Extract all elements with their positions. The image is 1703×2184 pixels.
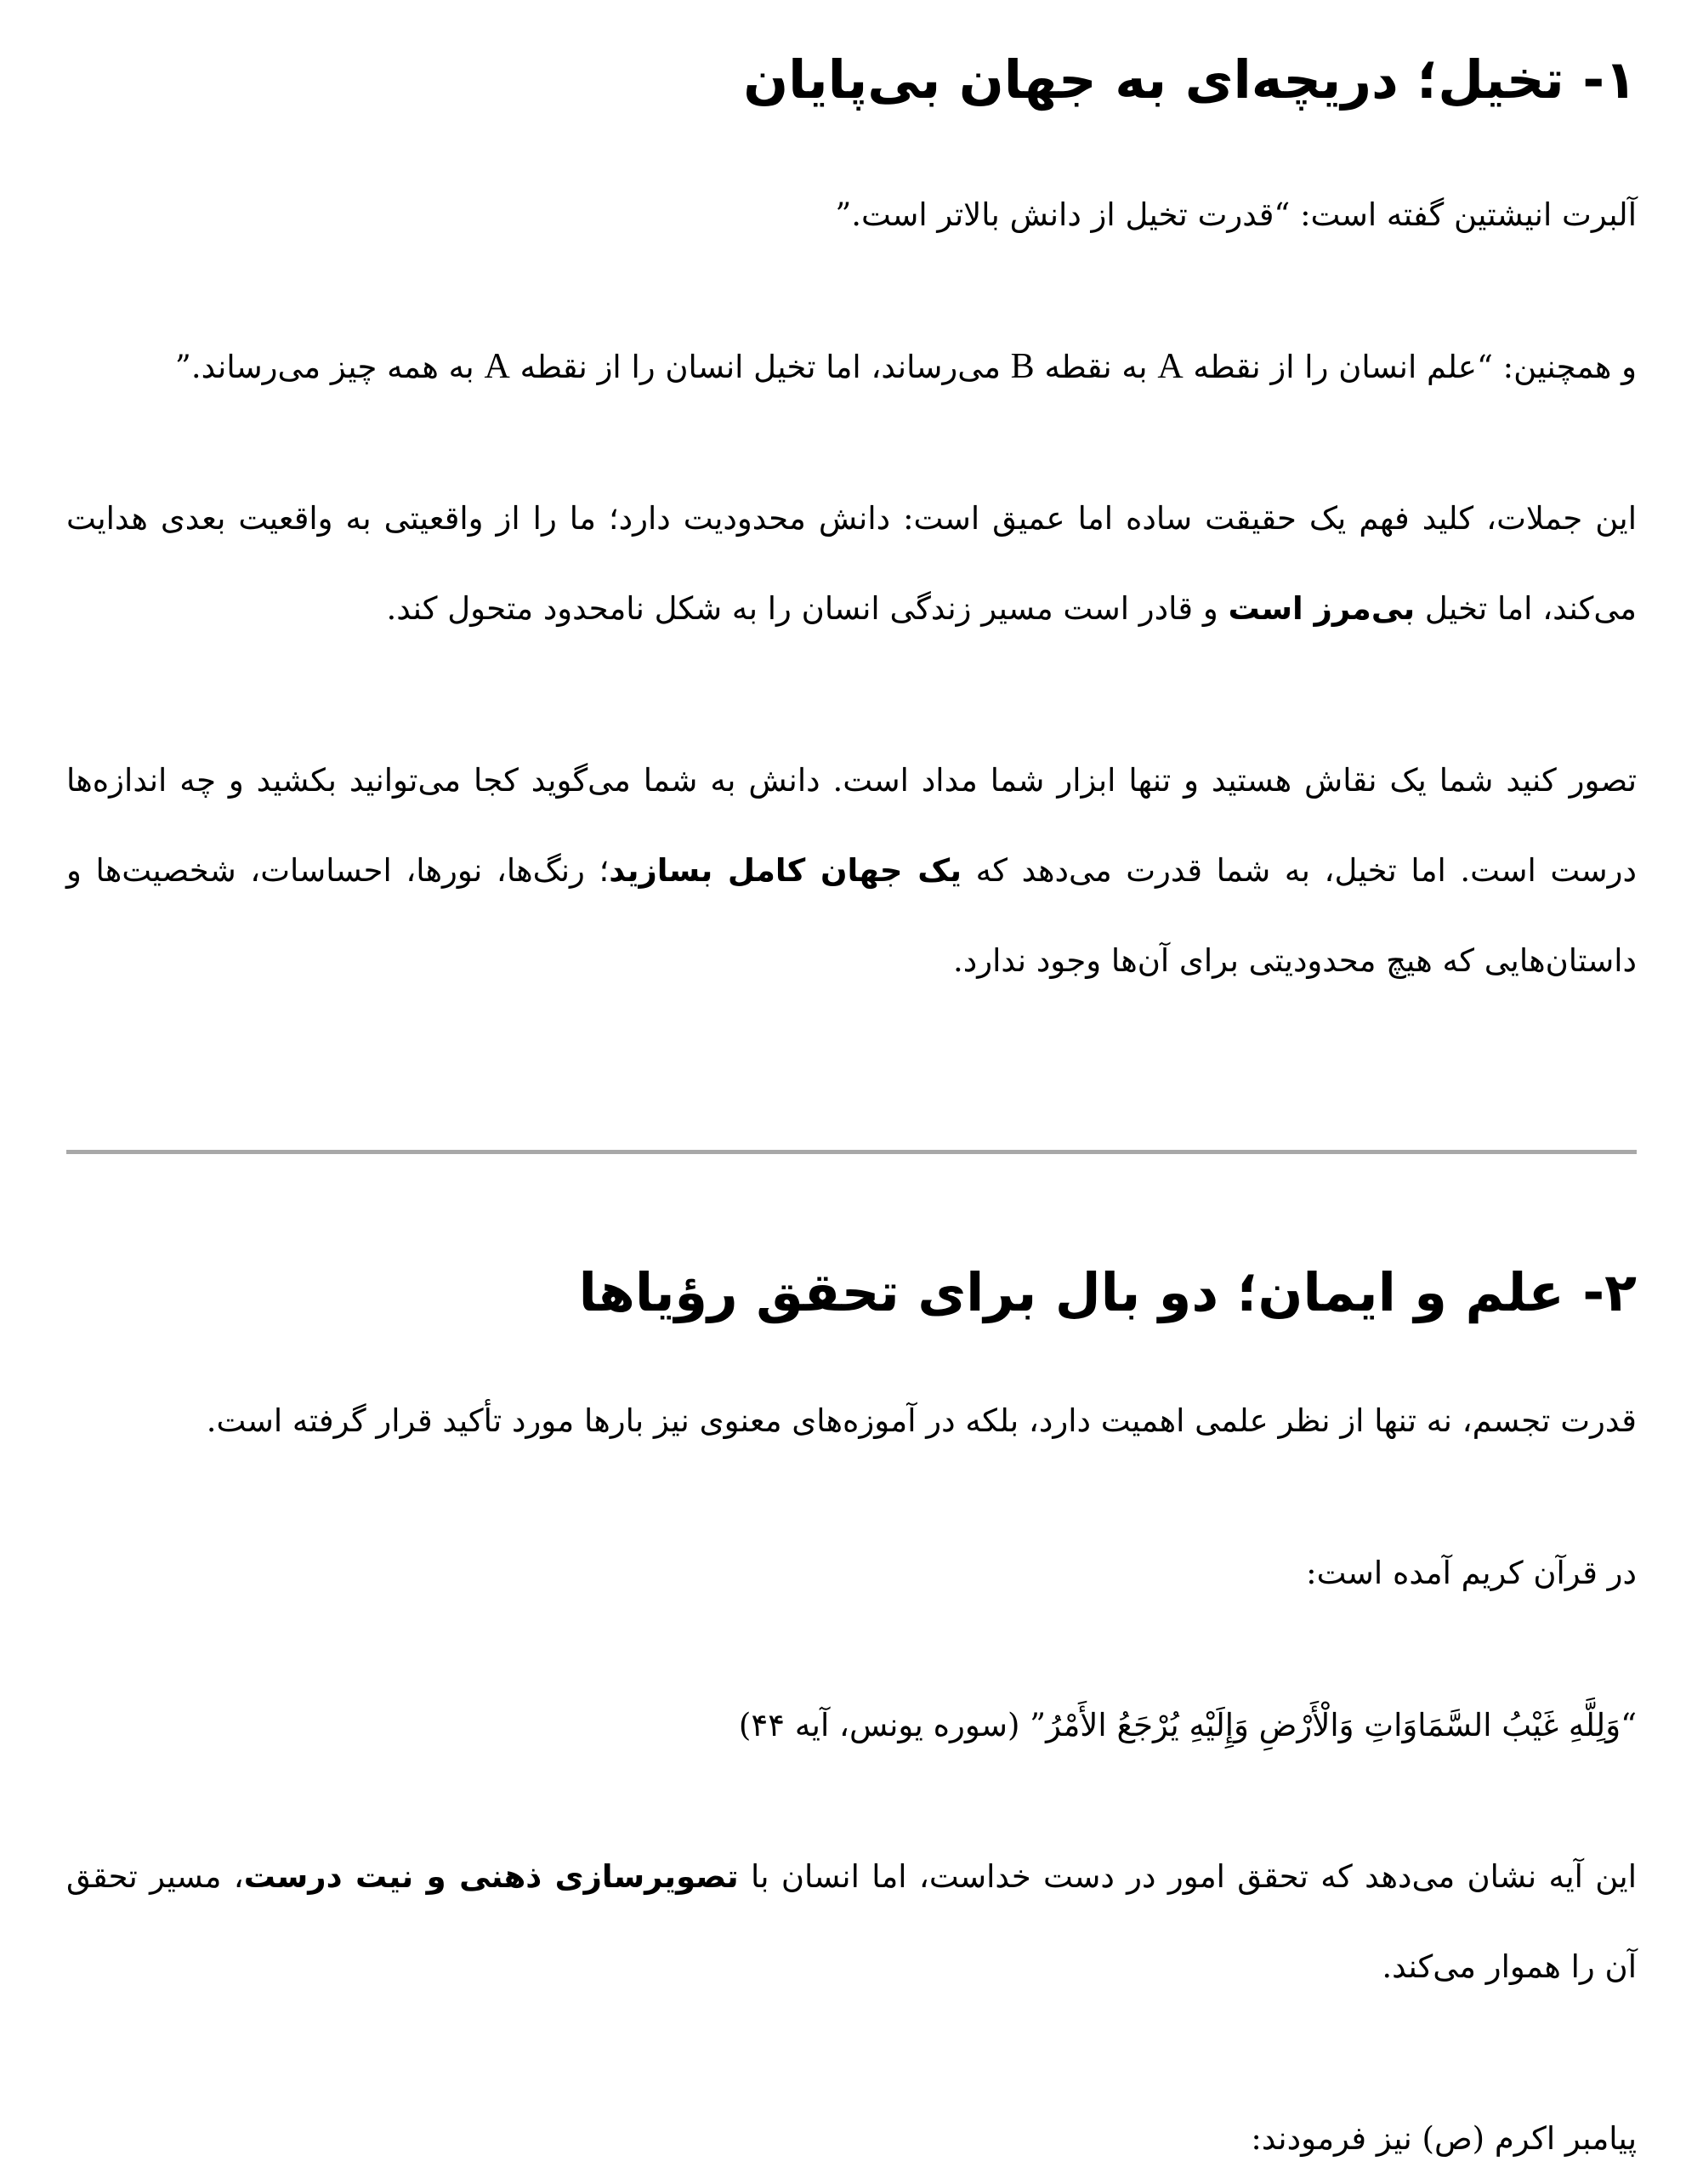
einstein-quote-1: آلبرت انیشتین گفته است: “قدرت تخیل از دانش بالاتر است.” [835, 196, 1637, 233]
visualization-paragraph: قدرت تجسم، نه تنها از نظر علمی اهمیت دارد، بلکه در آموزه‌های معنوی نیز بارها مورد تأکید قرار گرفته است. [206, 1402, 1637, 1439]
painter-paragraph: تصور کنید شما یک نقاش هستید و تنها ابزار شما مداد است. دانش به شما می‌گوید کجا می‌توانید بکشید و چه اندازه‌ها درست است. اما تخیل، به شما قدرت می‌دهد که یک جهان کامل بسازید؛ رنگ‌ها، نورها، احساسات، شخصیت‌ها و داستان‌هایی که هیچ محدودیتی برای آن‌ها وجود ندارد. [66, 762, 1637, 979]
quran-intro: در قرآن کریم آمده است: [1306, 1555, 1637, 1591]
section-divider [66, 1150, 1637, 1154]
quran-verse: “وَلِلَّهِ غَيْبُ السَّمَاوَاتِ وَالْأَرْضِ وَإِلَيْهِ يُرْجَعُ الأَمْرُ” (سوره یونس، آیه ۴۴) [738, 1707, 1637, 1743]
document-page [66, 0, 1637, 2177]
section-2-heading: ۲- علم و ایمان؛ دو بال برای تحقق رؤیاها [578, 1261, 1637, 1323]
einstein-quote-2: و همچنین: “علم انسان را از نقطه A به نقطه B می‌رساند، اما تخیل انسان را از نقطه A به همه چیز می‌رساند.” [174, 347, 1637, 386]
section-1-heading: ۱- تخیل؛ دریچه‌ای به جهان بی‌پایان [743, 48, 1637, 111]
knowledge-paragraph: این جملات، کلید فهم یک حقیقت ساده اما عمیق است: دانش محدودیت دارد؛ ما را از واقعیتی به واقعیت بعدی هدایت می‌کند، اما تخیل بی‌مرز است و قادر است مسیر زندگی انسان را به شکل نامحدود متحول کند. [66, 500, 1637, 627]
verse-explanation-paragraph: این آیه نشان می‌دهد که تحقق امور در دست خداست، اما انسان با تصویرسازی ذهنی و نیت درست، مسیر تحقق آن را هموار می‌کند. [66, 1858, 1637, 1985]
prophet-saying-intro: پیامبر اکرم (ص) نیز فرمودند: [1251, 2120, 1637, 2157]
